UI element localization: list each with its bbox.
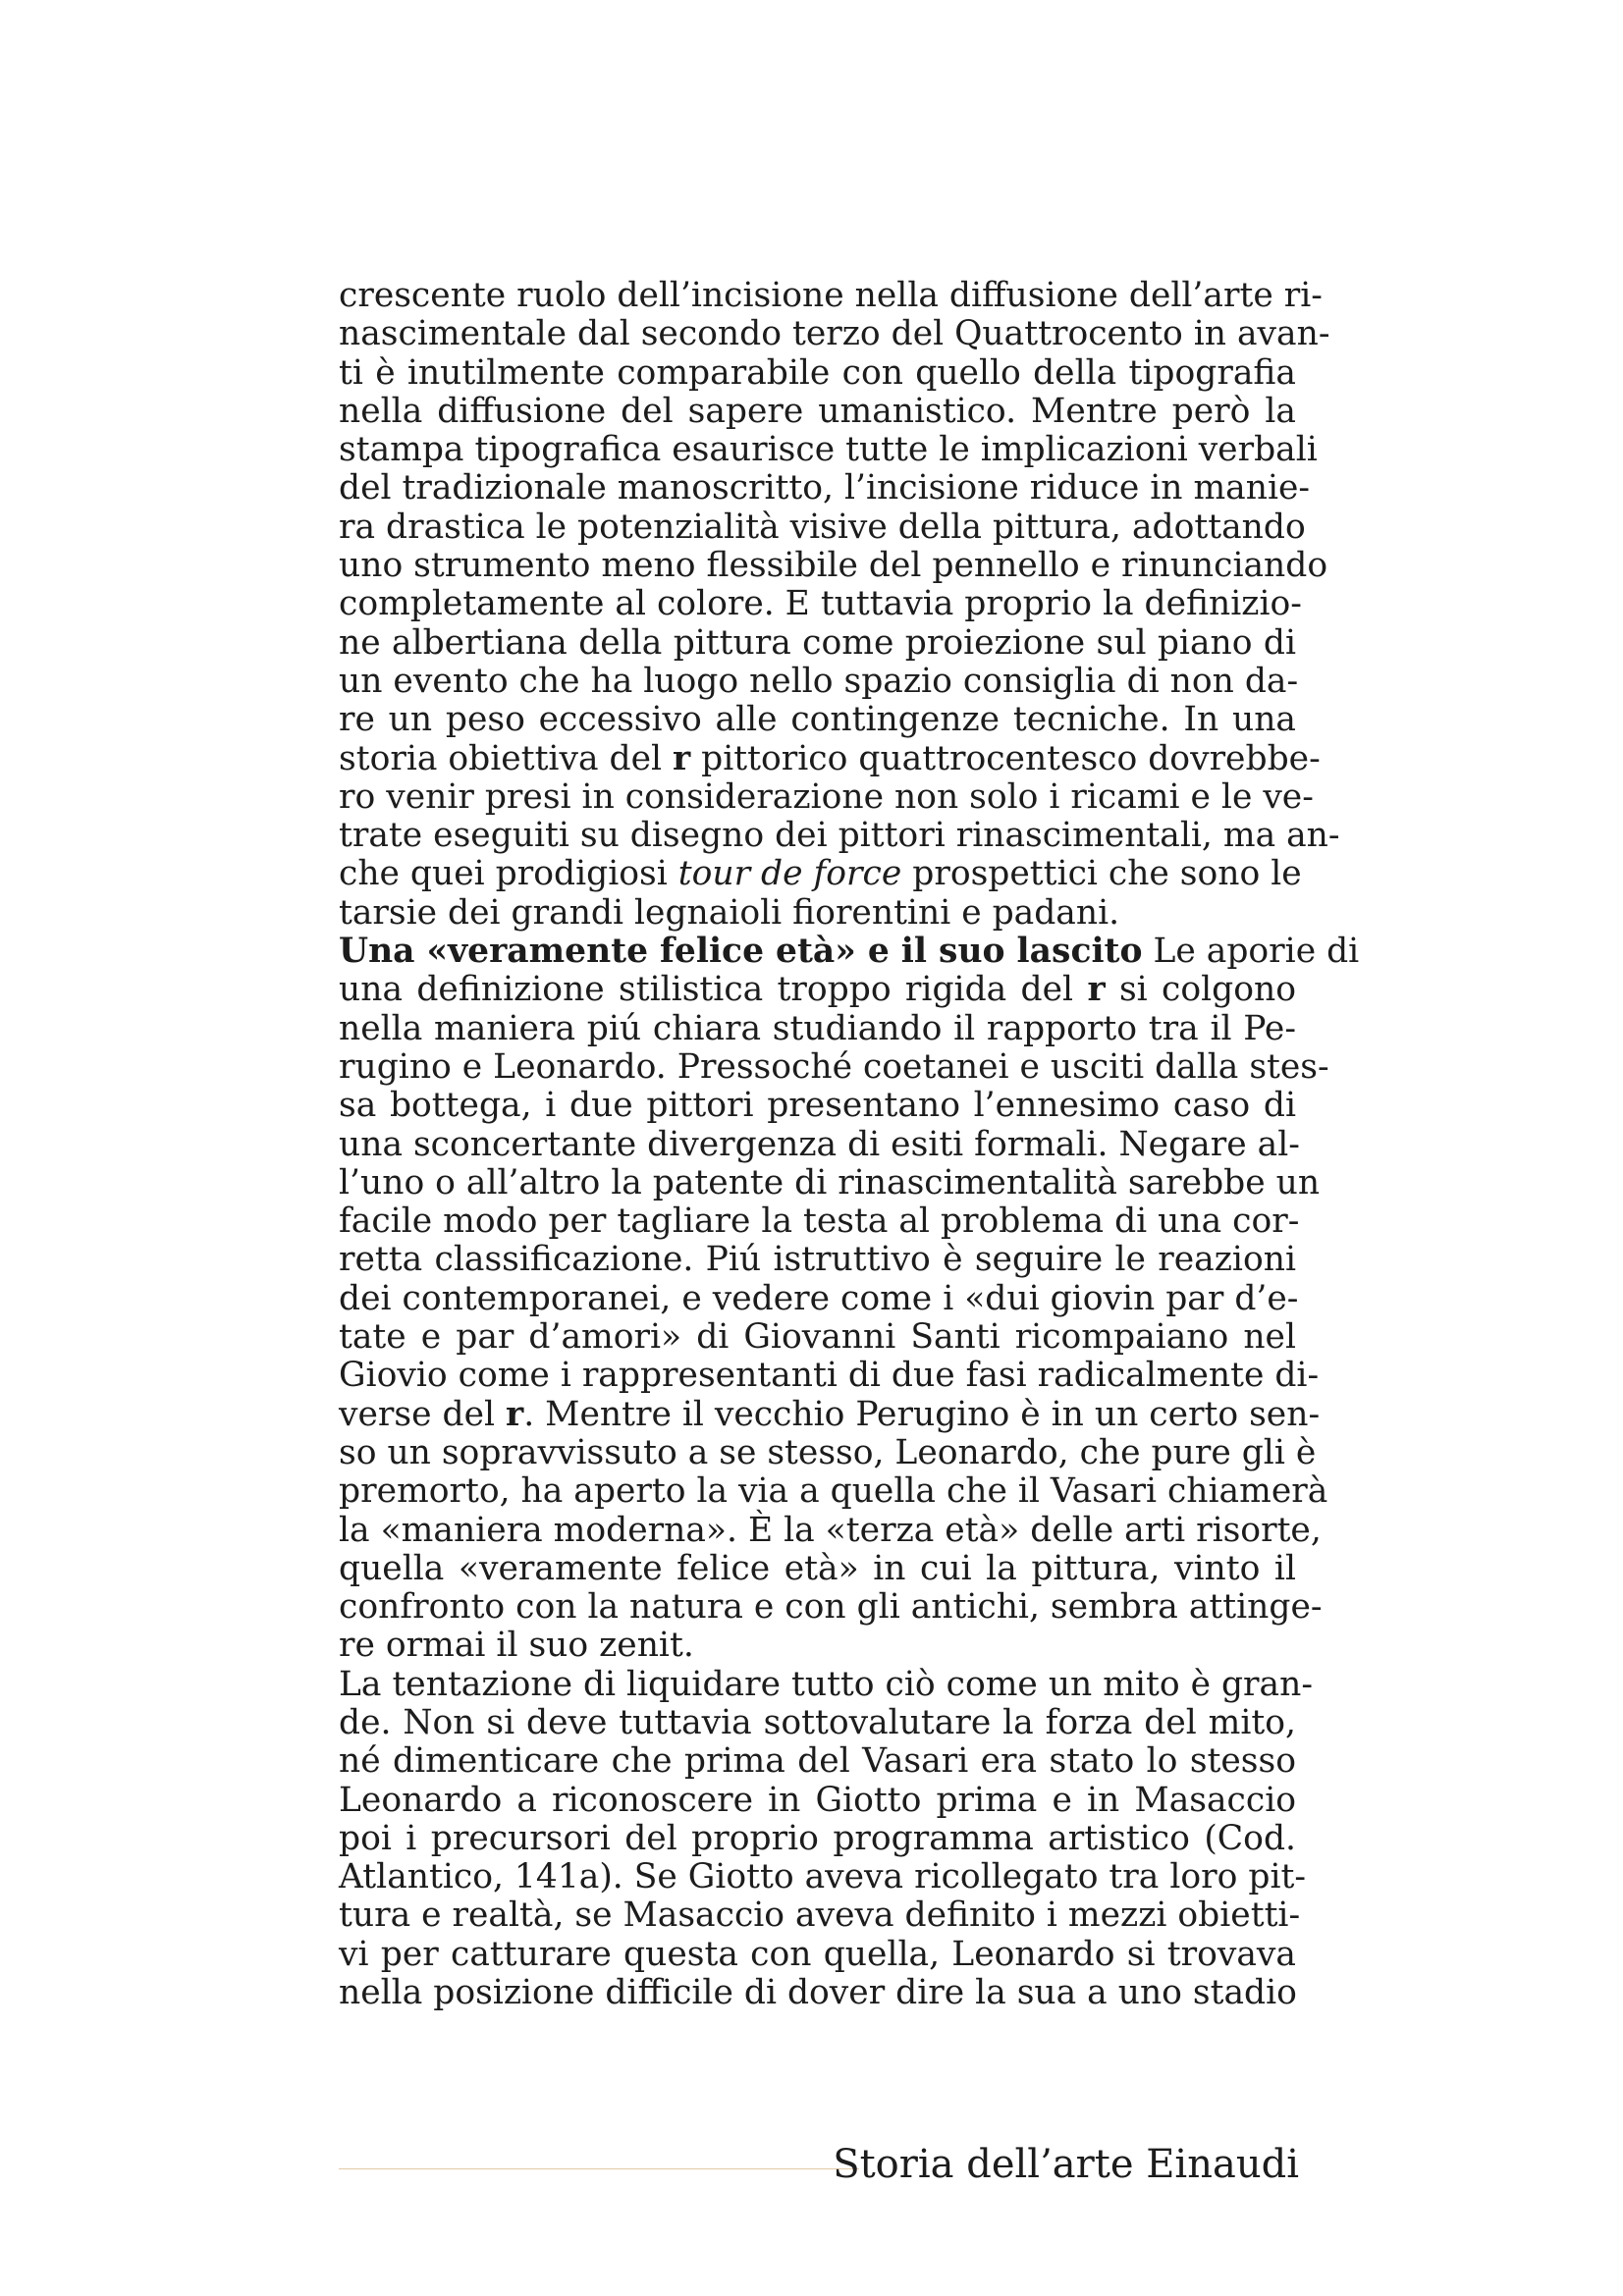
text-line: La tentazione di liquidare tutto ciò come un mito è gran- bbox=[339, 1664, 1313, 1704]
text-line: tarsie dei grandi legnaioli fiorentini e padani. bbox=[339, 892, 1120, 933]
text-line: nella diffusione del sapere umanistico. Mentre però la bbox=[339, 391, 1296, 431]
text-line: ne albertiana della pittura come proiezione sul piano di bbox=[339, 622, 1296, 663]
text-line: storia obiettiva del r pittorico quattrocentesco dovrebbe- bbox=[339, 738, 1321, 778]
text-line: ra drastica le potenzialità visive della pittura, adottando bbox=[339, 507, 1306, 547]
text-line: la «maniera moderna». È la «terza età» delle arti risorte, bbox=[339, 1510, 1322, 1550]
text-line: re ormai il suo zenit. bbox=[339, 1626, 694, 1666]
text-line: tura e realtà, se Masaccio aveva definito i mezzi obietti- bbox=[339, 1896, 1301, 1936]
text-line: Leonardo a riconoscere in Giotto prima e in Masaccio bbox=[339, 1780, 1296, 1820]
text-line: nella maniera piú chiara studiando il rapporto tra il Pe- bbox=[339, 1008, 1296, 1048]
text-line: quella «veramente felice età» in cui la pittura, vinto il bbox=[339, 1548, 1296, 1588]
text-line: stampa tipografica esaurisce tutte le implicazioni verbali bbox=[339, 430, 1318, 470]
body-text bbox=[339, 276, 1360, 2013]
text-line: re un peso eccessivo alle contingenze tecniche. In una bbox=[339, 700, 1296, 740]
text-line: un evento che ha luogo nello spazio consiglia di non da- bbox=[339, 661, 1299, 701]
text-line: so un sopravvissuto a se stesso, Leonardo, che pure gli è bbox=[339, 1432, 1317, 1472]
text-line: confronto con la natura e con gli antichi, sembra attinge- bbox=[339, 1587, 1323, 1628]
text-line: ti è inutilmente comparabile con quello della tipografia bbox=[339, 352, 1296, 393]
text-line: Giovio come i rappresentanti di due fasi radicalmente di- bbox=[339, 1356, 1320, 1396]
text-line: vi per catturare questa con quella, Leonardo si trovava bbox=[339, 1934, 1296, 1974]
r-abbreviation: r bbox=[1087, 970, 1106, 1010]
text-line: rugino e Leonardo. Pressoché coetanei e usciti dalla stes- bbox=[339, 1046, 1329, 1087]
text-line: crescente ruolo dell’incisione nella diffusione dell’arte ri- bbox=[339, 276, 1323, 315]
text-line: de. Non si deve tuttavia sottovalutare la forza del mito, bbox=[339, 1702, 1296, 1742]
text-line: nella posizione difficile di dover dire la sua a uno stadio bbox=[339, 1973, 1297, 2013]
text-line: l’uno o all’altro la patente di rinascimentalità sarebbe un bbox=[339, 1162, 1321, 1202]
footer-rule bbox=[339, 2168, 859, 2169]
text-line: verse del r. Mentre il vecchio Perugino è in un certo sen- bbox=[339, 1394, 1321, 1434]
text-line: una definizione stilistica troppo rigida del r si colgono bbox=[339, 970, 1296, 1010]
text-line: nascimentale dal secondo terzo del Quattrocento in avan- bbox=[339, 314, 1330, 354]
text-line: del tradizionale manoscritto, l’incisione riduce in manie- bbox=[339, 468, 1311, 508]
text-line: premorto, ha aperto la via a quella che il Vasari chiamerà bbox=[339, 1471, 1328, 1512]
r-abbreviation: r bbox=[506, 1394, 524, 1434]
section-heading: Una «veramente felice età» e il suo lascito bbox=[339, 932, 1143, 972]
text-line: ro venir presi in considerazione non solo i ricami e le ve- bbox=[339, 776, 1314, 817]
text-line: sa bottega, i due pittori presentano l’ennesimo caso di bbox=[339, 1086, 1296, 1126]
text-line: che quei prodigiosi tour de force prospettici che sono le bbox=[339, 854, 1302, 894]
text-line: poi i precursori del proprio programma artistico (Cod. bbox=[339, 1818, 1296, 1858]
italic-phrase: tour de force bbox=[677, 854, 902, 894]
r-abbreviation: r bbox=[673, 738, 691, 778]
text-line: trate eseguiti su disegno dei pittori rinascimentali, ma an- bbox=[339, 816, 1340, 856]
text-line: facile modo per tagliare la testa al problema di una cor- bbox=[339, 1201, 1300, 1242]
text-line: completamente al colore. E tuttavia proprio la definizio- bbox=[339, 584, 1302, 624]
text-line: retta classificazione. Piú istruttivo è seguire le reazioni bbox=[339, 1240, 1296, 1280]
text-line: Una «veramente felice età» e il suo lascito Le aporie di bbox=[339, 932, 1360, 972]
text-line: né dimenticare che prima del Vasari era stato lo stesso bbox=[339, 1741, 1296, 1782]
text-line: una sconcertante divergenza di esiti formali. Negare al- bbox=[339, 1124, 1300, 1164]
text-line: tate e par d’amori» di Giovanni Santi ricompaiano nel bbox=[339, 1317, 1296, 1358]
text-line: dei contemporanei, e vedere come i «dui giovin par d’e- bbox=[339, 1278, 1299, 1318]
text-line: Atlantico, 141a). Se Giotto aveva ricollegato tra loro pit- bbox=[339, 1857, 1307, 1897]
footer-title: Storia dell’arte Einaudi bbox=[833, 2142, 1299, 2187]
text-line: uno strumento meno flessibile del pennello e rinunciando bbox=[339, 546, 1328, 586]
